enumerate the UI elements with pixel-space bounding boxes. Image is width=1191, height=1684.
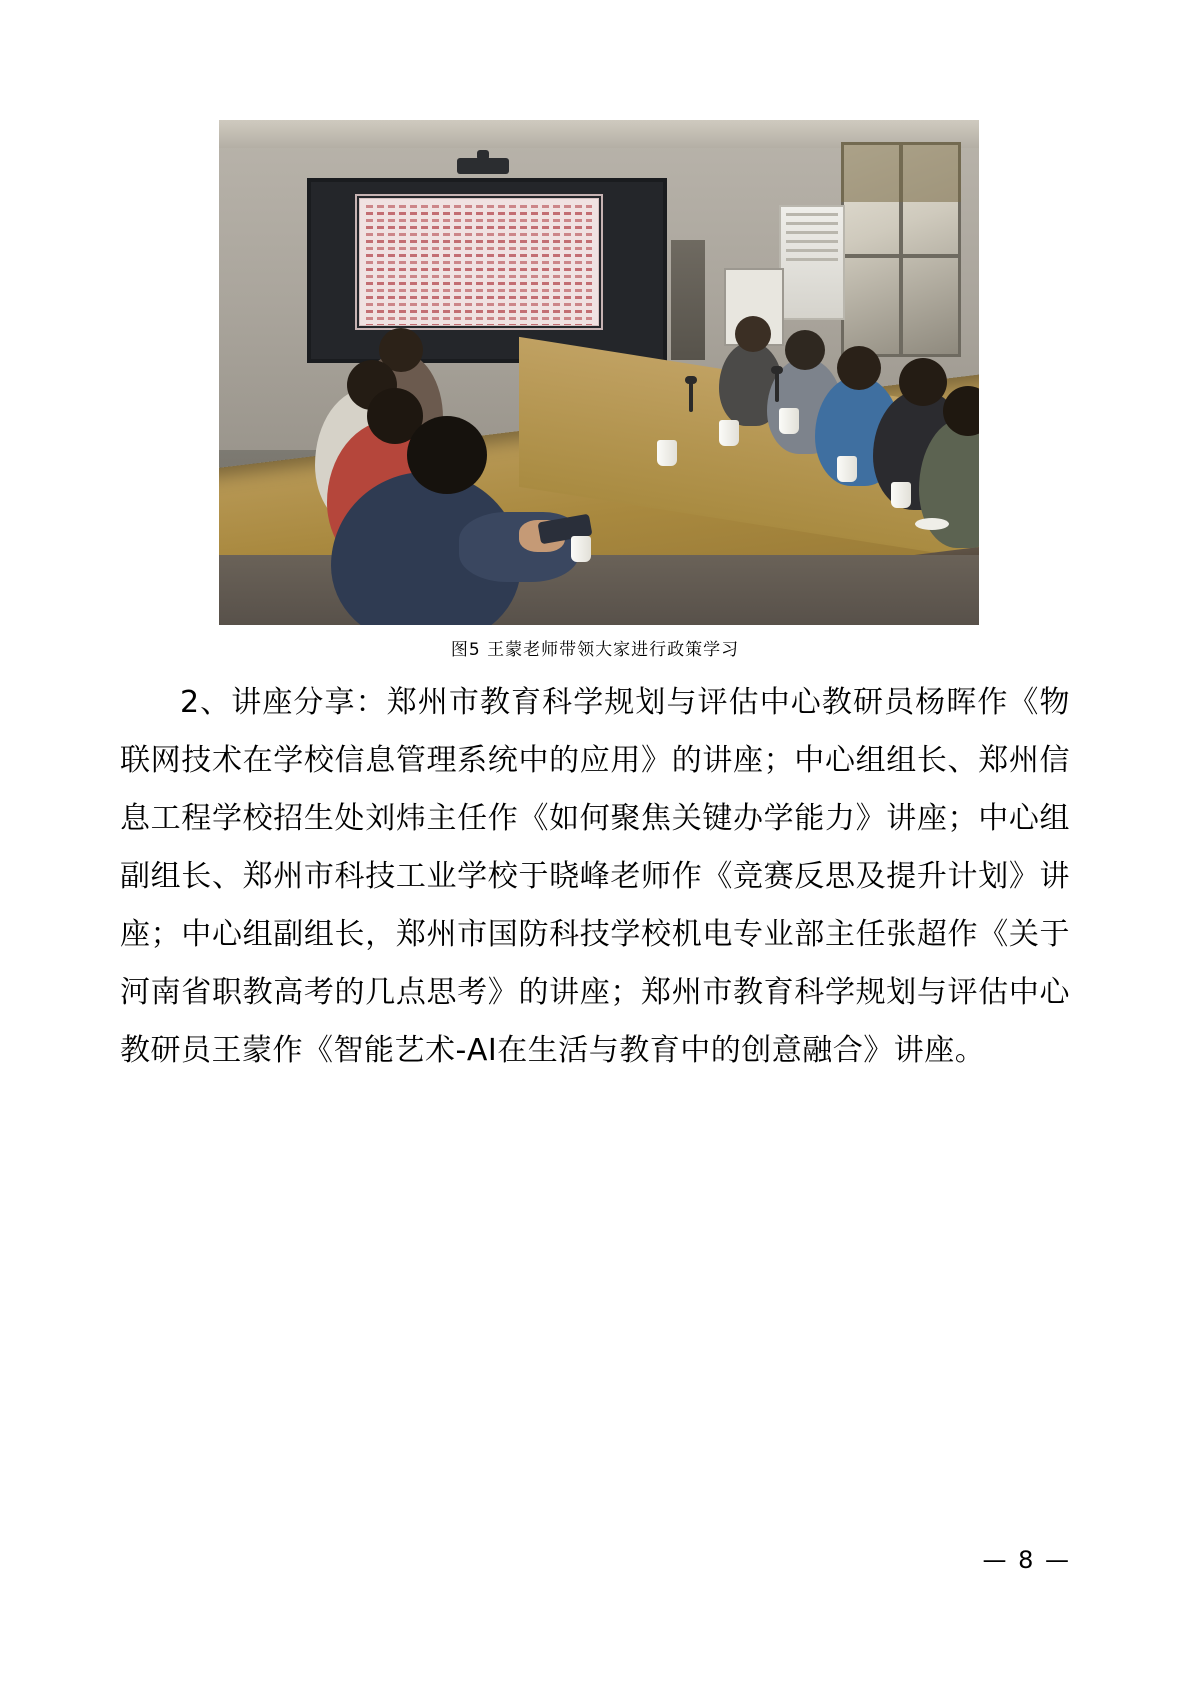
air-conditioner — [779, 205, 845, 320]
paper-cup-5 — [837, 456, 857, 482]
microphone-1 — [689, 382, 693, 412]
paper-cup-4 — [779, 408, 799, 434]
projected-slide-frame — [355, 194, 603, 330]
paper-cup-1 — [571, 536, 591, 562]
figure-block — [120, 120, 1070, 660]
paper-cup-3 — [719, 420, 739, 446]
attendee-right-4-head — [899, 358, 947, 406]
window-mullion-horizontal — [844, 254, 958, 258]
paper-cup-6 — [891, 482, 911, 508]
attendee-right-3-head — [837, 346, 881, 390]
video-camera — [457, 158, 509, 174]
page-content — [120, 120, 1070, 1080]
paragraph-text: 2、讲座分享：郑州市教育科学规划与评估中心教研员杨晖作《物联网技术在学校信息管理系统中的应用》的讲座；中心组组长、郑州信息工程学校招生处刘炜主任作《如何聚焦关键办学能力》讲座；中心组副组长、郑州市科技工业学校于晓峰老师作《竞赛反思及提升计划》讲座；中心组副组长，郑州市国防科技学校机电专业部主任张超作《关于河南省职教高考的几点思考》的讲座；郑州市教育科学规划与评估中心教研员王蒙作《智能艺术-AI在生活与教育中的创意融合》讲座。 — [120, 685, 1070, 1068]
meeting-room-photo — [219, 120, 979, 625]
window-shade — [841, 142, 961, 202]
wall-cabinet — [671, 240, 705, 360]
figure-caption: 图5 王蒙老师带领大家进行政策学习 — [450, 640, 740, 660]
attendee-right-2-head — [785, 330, 825, 370]
paper-cup-2 — [657, 440, 677, 466]
attendee-right-1-head — [735, 316, 771, 352]
saucer-1 — [915, 518, 949, 530]
microphone-2 — [775, 372, 779, 402]
body-paragraph — [120, 674, 1070, 1080]
attendee-left-4-head — [407, 416, 487, 494]
page-number: — 8 — — [982, 1546, 1071, 1574]
